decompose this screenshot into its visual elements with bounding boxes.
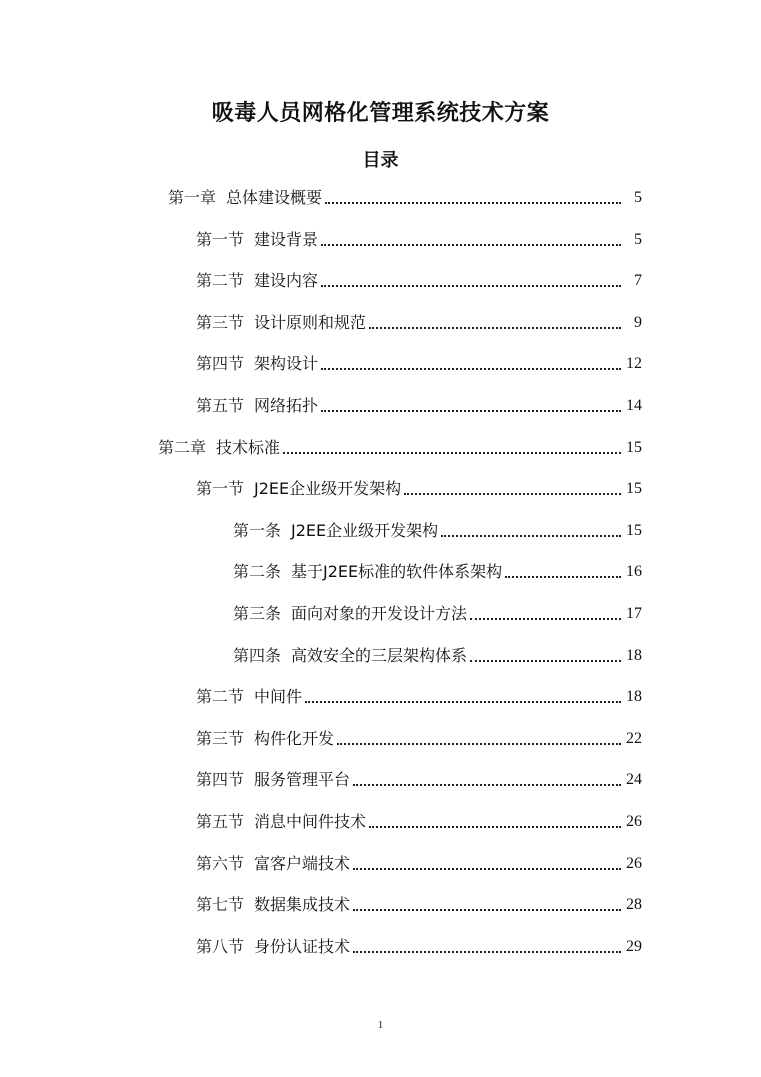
- toc-entry-title: 基于J2EE标准的软件体系架构: [291, 562, 503, 581]
- toc-entry-page: 5: [634, 231, 642, 248]
- toc-entry-label: 第七节: [196, 895, 245, 914]
- toc-entry-title: 设计原则和规范: [254, 313, 367, 332]
- toc-entry[interactable]: [196, 394, 642, 418]
- toc-entry-title: 建设内容: [254, 271, 319, 290]
- toc-entry-title: 面向对象的开发设计方法: [291, 604, 468, 623]
- toc-entry-label: 第一章: [168, 188, 217, 207]
- toc-entry-label: 第五节: [196, 396, 245, 415]
- toc-entry-label: 第二节: [196, 271, 245, 290]
- toc-entry-label: 第三条: [233, 604, 282, 623]
- toc-entry-label: 第五节: [196, 812, 245, 831]
- toc-dot-leader: [404, 493, 621, 495]
- toc-dot-leader: [470, 660, 621, 662]
- toc-entry-page: 18: [626, 647, 642, 664]
- toc-entry-title: 总体建设概要: [226, 188, 323, 207]
- toc-dot-leader: [369, 826, 621, 828]
- toc-dot-leader: [321, 368, 621, 370]
- toc-entry-title: 富客户端技术: [254, 854, 351, 873]
- toc-dot-leader: [369, 327, 621, 329]
- toc-dot-leader: [321, 285, 621, 287]
- toc-entry-page: 7: [634, 272, 642, 289]
- toc-entry-title: 服务管理平台: [254, 770, 351, 789]
- toc-entry-title: 技术标准: [216, 438, 281, 457]
- toc-entry-label: 第八节: [196, 937, 245, 956]
- toc-entry-page: 5: [634, 189, 642, 206]
- toc-entry-label: 第三节: [196, 313, 245, 332]
- toc-entry-page: 26: [626, 813, 642, 830]
- toc-entry[interactable]: [168, 186, 642, 210]
- document-title: 吸毒人员网格化管理系统技术方案: [211, 101, 550, 126]
- toc-entry[interactable]: [233, 519, 642, 543]
- toc-entry-label: 第四节: [196, 770, 245, 789]
- toc-dot-leader: [353, 951, 621, 953]
- toc-entry-page: 12: [626, 355, 642, 372]
- toc-dot-leader: [321, 410, 621, 412]
- toc-entry-page: 22: [626, 730, 642, 747]
- toc-entry-title: 数据集成技术: [254, 895, 351, 914]
- toc-entry[interactable]: [196, 893, 642, 917]
- toc-entry-label: 第二章: [158, 438, 207, 457]
- page-number: 1: [377, 1019, 384, 1031]
- toc-entry-label: 第一节: [196, 230, 245, 249]
- toc-dot-leader: [441, 535, 621, 537]
- toc-entry-title: 架构设计: [254, 354, 319, 373]
- toc-entry[interactable]: [233, 602, 642, 626]
- toc-entry-label: 第二条: [233, 562, 282, 581]
- toc-entry[interactable]: [196, 727, 642, 751]
- toc-entry-label: 第一条: [233, 521, 282, 540]
- toc-entry[interactable]: [196, 228, 642, 252]
- toc-dot-leader: [505, 576, 621, 578]
- toc-entry-label: 第六节: [196, 854, 245, 873]
- toc-entry-page: 24: [626, 771, 642, 788]
- toc-entry-page: 17: [626, 605, 642, 622]
- toc-entry-title: 构件化开发: [254, 729, 335, 748]
- toc-entry-title: J2EE企业级开发架构: [254, 479, 402, 498]
- toc-dot-leader: [283, 452, 621, 454]
- toc-entry-title: 网络拓扑: [254, 396, 319, 415]
- toc-dot-leader: [337, 743, 621, 745]
- toc-entry-title: 身份认证技术: [254, 937, 351, 956]
- toc-entry-page: 15: [626, 480, 642, 497]
- toc-entry[interactable]: [196, 352, 642, 376]
- toc-entry-page: 16: [626, 563, 642, 580]
- toc-entry[interactable]: [196, 852, 642, 876]
- toc-entry-page: 15: [626, 522, 642, 539]
- toc-entry[interactable]: [196, 477, 642, 501]
- toc-entry[interactable]: [196, 935, 642, 959]
- toc-entry-page: 28: [626, 896, 642, 913]
- toc-entry-page: 14: [626, 397, 642, 414]
- toc-entry-label: 第四条: [233, 646, 282, 665]
- toc-dot-leader: [353, 909, 621, 911]
- toc-dot-leader: [353, 868, 621, 870]
- toc-dot-leader: [321, 244, 621, 246]
- toc-entry-page: 18: [626, 688, 642, 705]
- toc-entry[interactable]: [196, 810, 642, 834]
- toc-entry[interactable]: [233, 644, 642, 668]
- toc-entry[interactable]: [158, 436, 642, 460]
- toc-entry[interactable]: [196, 768, 642, 792]
- toc-entry-page: 26: [626, 855, 642, 872]
- toc-dot-leader: [470, 618, 621, 620]
- toc-entry-label: 第二节: [196, 687, 245, 706]
- toc-entry[interactable]: [196, 685, 642, 709]
- toc-entry-label: 第一节: [196, 479, 245, 498]
- toc-entry-title: 消息中间件技术: [254, 812, 367, 831]
- toc-dot-leader: [305, 701, 621, 703]
- toc-entry-title: J2EE企业级开发架构: [291, 521, 439, 540]
- toc-entry-label: 第四节: [196, 354, 245, 373]
- toc-entry[interactable]: [196, 269, 642, 293]
- toc-heading: 目录: [362, 150, 399, 171]
- toc-entry-page: 29: [626, 938, 642, 955]
- toc-entry-page: 9: [634, 314, 642, 331]
- toc-dot-leader: [325, 202, 621, 204]
- toc-entry-title: 高效安全的三层架构体系: [291, 646, 468, 665]
- toc-entry[interactable]: [196, 311, 642, 335]
- toc-entry-page: 15: [626, 439, 642, 456]
- toc-entry[interactable]: [233, 560, 642, 584]
- toc-dot-leader: [353, 784, 621, 786]
- toc-entry-label: 第三节: [196, 729, 245, 748]
- toc-entry-title: 建设背景: [254, 230, 319, 249]
- toc-entry-title: 中间件: [254, 687, 303, 706]
